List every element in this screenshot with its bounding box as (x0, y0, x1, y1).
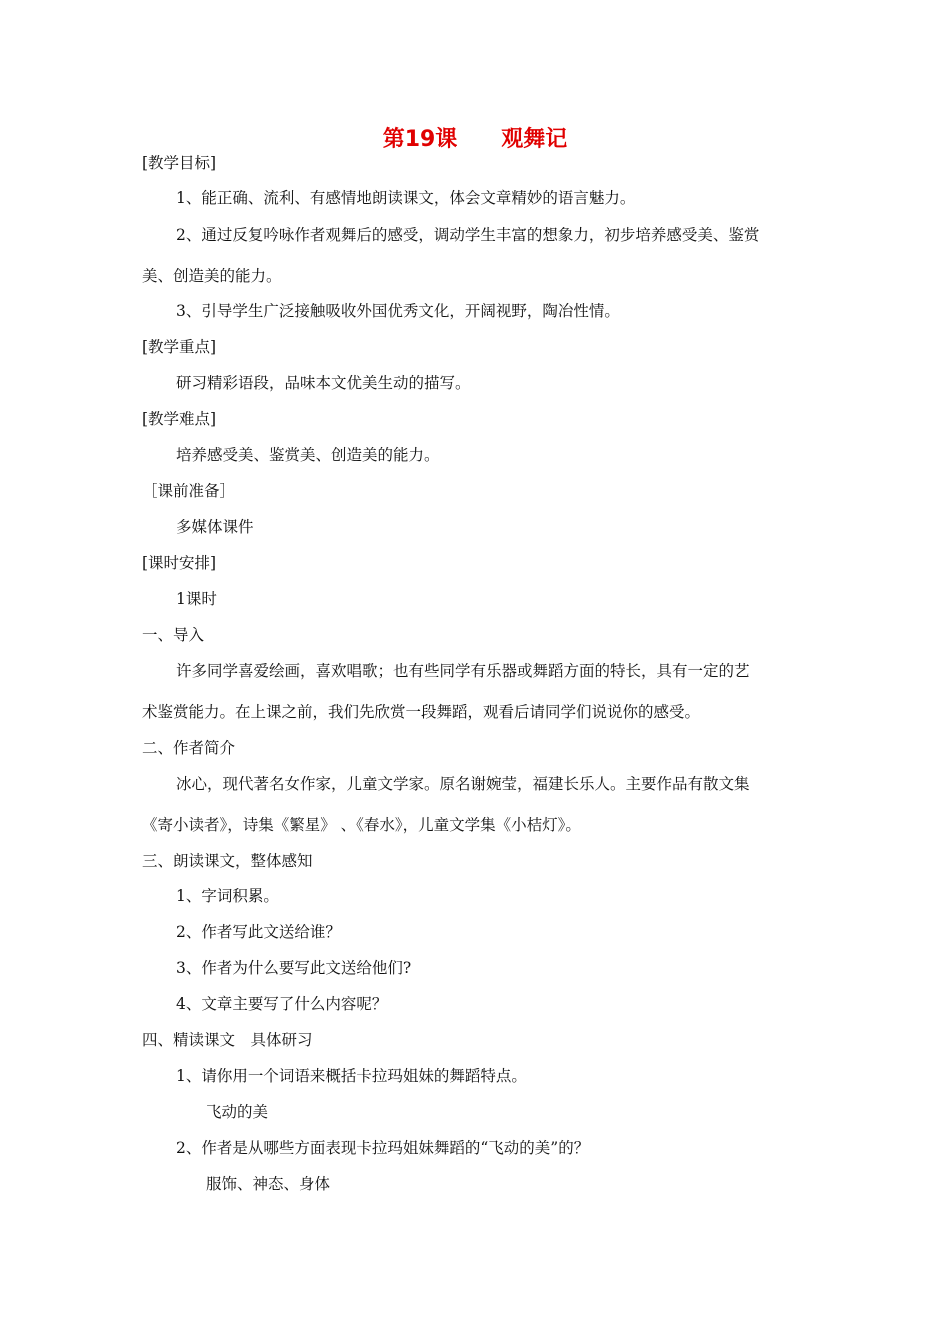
section-heading-difficulties: [教学难点] (142, 410, 217, 428)
goal-item-1: 1、能正确、流利、有感情地朗读课文，体会文章精妙的语言魅力。 (176, 189, 636, 207)
reading-item-2: 2、作者写此文送给谁？ (176, 923, 341, 941)
section-heading-key-points: [教学重点] (142, 338, 217, 356)
goal-item-2: 2、通过反复吟咏作者观舞后的感受，调动学生丰富的想象力，初步培养感受美、鉴赏 (176, 226, 760, 244)
section-heading-introduction: 一、导入 (142, 626, 205, 644)
introduction-text-line-1: 许多同学喜爱绘画，喜欢唱歌；也有些同学有乐器或舞蹈方面的特长，具有一定的艺 (176, 662, 750, 680)
preparation-text: 多媒体课件 (176, 518, 254, 536)
reading-item-4: 4、文章主要写了什么内容呢？ (176, 995, 388, 1013)
close-reading-item-2: 2、作者是从哪些方面表现卡拉玛姐妹舞蹈的“飞动的美”的？ (176, 1139, 590, 1157)
section-heading-author: 二、作者简介 (142, 739, 236, 757)
introduction-text-line-2: 术鉴赏能力。在上课之前，我们先欣赏一段舞蹈，观看后请同学们说说你的感受。 (142, 703, 701, 721)
reading-item-3: 3、作者为什么要写此文送给他们? (176, 959, 412, 977)
section-heading-close-reading: 四、精读课文 具体研习 (142, 1031, 313, 1049)
reading-item-1: 1、字词积累。 (176, 887, 279, 905)
key-points-text: 研习精彩语段，品味本文优美生动的描写。 (176, 374, 471, 392)
goal-item-2-continued: 美、创造美的能力。 (142, 267, 282, 285)
close-reading-answer-2: 服饰、神态、身体 (206, 1175, 331, 1193)
section-heading-teaching-goals: [教学目标] (142, 154, 217, 172)
section-heading-schedule: [课时安排] (142, 554, 217, 572)
close-reading-item-1: 1、请你用一个词语来概括卡拉玛姐妹的舞蹈特点。 (176, 1067, 527, 1085)
author-text-line-1: 冰心，现代著名女作家，儿童文学家。原名谢婉莹，福建长乐人。主要作品有散文集 (176, 775, 750, 793)
section-heading-reading: 三、朗读课文，整体感知 (142, 852, 313, 870)
schedule-text: 1课时 (176, 590, 217, 608)
section-heading-preparation: ［课前准备］ (142, 482, 236, 500)
close-reading-answer-1: 飞动的美 (206, 1103, 269, 1121)
author-text-line-2: 《寄小读者》，诗集《繁星》 、《春水》，儿童文学集《小桔灯》。 (142, 816, 581, 834)
difficulties-text: 培养感受美、鉴赏美、创造美的能力。 (176, 446, 440, 464)
goal-item-3: 3、引导学生广泛接触吸收外国优秀文化，开阔视野，陶冶性情。 (176, 302, 620, 320)
page-title: 第19课 观舞记 (382, 127, 568, 152)
